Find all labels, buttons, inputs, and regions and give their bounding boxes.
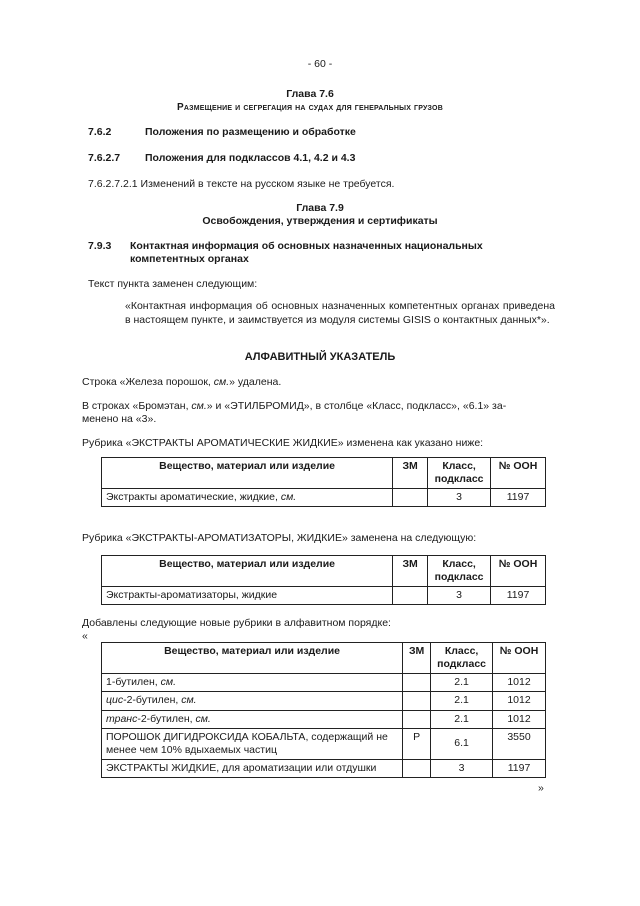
header-class: Класс, подкласс [428, 458, 491, 489]
quoted-replacement-text: «Контактная информация об основных назначенных компетентных органах приведена в настоящем пункте, и заимствуется из модуля системы GISIS о контактных данных*». [125, 300, 555, 326]
rubric-2-intro: Рубрика «ЭКСТРАКТЫ-АРОМАТИЗАТОРЫ, ЖИДКИЕ» заменена на следующую: [82, 532, 477, 544]
table-row [102, 692, 546, 710]
cell-substance: Экстракты-ароматизаторы, жидкие [102, 587, 393, 605]
section-7-6-2-title: Положения по размещению и обработке [145, 126, 356, 138]
table-row [102, 489, 546, 507]
table-header-row [102, 643, 546, 674]
table-header-row [102, 458, 546, 489]
header-substance: Вещество, материал или изделие [102, 458, 393, 489]
cell-sp: Р [403, 728, 431, 759]
cell-sp [403, 692, 431, 710]
index-para-class-change-line2: менено на «3». [82, 413, 157, 425]
header-class: Класс, подкласс [428, 556, 491, 587]
close-quote: » [538, 782, 544, 794]
table-header-row [102, 556, 546, 587]
index-para-deleted-line: Строка «Железа порошок, см.» удалена. [82, 376, 282, 388]
cell-un: 1197 [491, 489, 546, 507]
added-rubrics-intro: Добавлены следующие новые рубрики в алфавитном порядке: [82, 617, 391, 629]
header-sp: ЗМ [393, 458, 428, 489]
cell-un: 1197 [493, 759, 546, 777]
cell-class: 3 [431, 759, 493, 777]
index-heading: АЛФАВИТНЫЙ УКАЗАТЕЛЬ [244, 351, 396, 363]
header-un: № ООН [491, 458, 546, 489]
table-new-rubrics [101, 642, 546, 778]
cell-substance: ЭКСТРАКТЫ ЖИДКИЕ, для ароматизации или отдушки [102, 759, 403, 777]
header-un: № ООН [493, 643, 546, 674]
section-7-6-2-7-number: 7.6.2.7 [88, 152, 121, 164]
header-substance: Вещество, материал или изделие [102, 556, 393, 587]
text-replaced-note: Текст пункта заменен следующим: [88, 278, 258, 290]
rubric-1-intro: Рубрика «ЭКСТРАКТЫ АРОМАТИЧЕСКИЕ ЖИДКИЕ» изменена как указано ниже: [82, 437, 484, 449]
page-number: - 60 - [307, 58, 333, 70]
header-class: Класс, подкласс [431, 643, 493, 674]
cell-un: 1012 [493, 692, 546, 710]
table-row [102, 710, 546, 728]
header-un: № ООН [491, 556, 546, 587]
header-sp: ЗМ [393, 556, 428, 587]
cell-class: 3 [428, 587, 491, 605]
cell-sp [393, 587, 428, 605]
table-row [102, 587, 546, 605]
index-para-class-change-line1: В строках «Бромэтан, см.» и «ЭТИЛБРОМИД», в столбце «Класс, подкласс», «6.1» за- [82, 400, 507, 412]
cell-sp [403, 759, 431, 777]
cell-substance: цис-2-бутилен, см. [102, 692, 403, 710]
chapter-7-6-title: Размещение и сегрегация на судах для генеральных грузов [177, 102, 443, 113]
header-sp: ЗМ [403, 643, 431, 674]
section-7-6-2-7-title: Положения для подклассов 4.1, 4.2 и 4.3 [145, 152, 356, 164]
cell-class: 2.1 [431, 692, 493, 710]
cell-sp [393, 489, 428, 507]
cell-un: 1012 [493, 674, 546, 692]
open-quote: « [82, 630, 88, 642]
cell-substance: 1-бутилен, см. [102, 674, 403, 692]
cell-class: 6.1 [431, 728, 493, 759]
section-7-9-3-number: 7.9.3 [88, 240, 112, 252]
header-substance: Вещество, материал или изделие [102, 643, 403, 674]
cell-un: 1012 [493, 710, 546, 728]
para-7-6-2-7-2-1: 7.6.2.7.2.1 Изменений в тексте на русском языке не требуется. [88, 178, 395, 190]
chapter-7-6-label: Глава 7.6 [286, 88, 334, 100]
cell-substance: Экстракты ароматические, жидкие, см. [102, 489, 393, 507]
cell-un: 3550 [493, 728, 546, 759]
cell-class: 3 [428, 489, 491, 507]
table-rubric-extracts-flavoring [101, 555, 546, 605]
chapter-7-9-label: Глава 7.9 [296, 202, 344, 214]
table-row [102, 728, 546, 759]
table-row [102, 674, 546, 692]
cell-un: 1197 [491, 587, 546, 605]
cell-class: 2.1 [431, 674, 493, 692]
table-rubric-extracts-aromatic [101, 457, 546, 507]
cell-substance: транс-2-бутилен, см. [102, 710, 403, 728]
section-7-9-3-title-line1: Контактная информация об основных назначенных национальных [130, 240, 483, 252]
table-row [102, 759, 546, 777]
cell-class: 2.1 [431, 710, 493, 728]
chapter-7-9-title: Освобождения, утверждения и сертификаты [202, 215, 438, 227]
cell-substance: ПОРОШОК ДИГИДРОКСИДА КОБАЛЬТА, содержащий не менее чем 10% вдыхаемых частиц [102, 728, 403, 759]
section-7-6-2-number: 7.6.2 [88, 126, 112, 138]
cell-sp [403, 674, 431, 692]
section-7-9-3-title-line2: компетентных органах [130, 253, 249, 265]
cell-sp [403, 710, 431, 728]
